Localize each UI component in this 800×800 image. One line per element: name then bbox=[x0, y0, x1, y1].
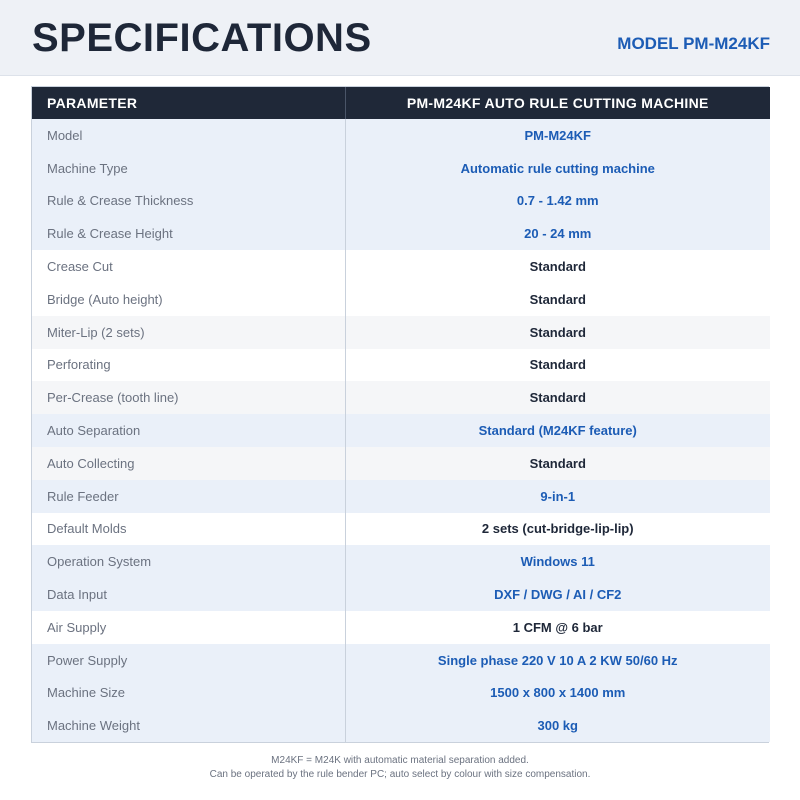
parameter-cell: Per-Crease (tooth line) bbox=[32, 381, 345, 414]
table-row bbox=[32, 709, 770, 742]
value-cell: Standard (M24KF feature) bbox=[345, 414, 770, 447]
table-row bbox=[32, 119, 770, 152]
spec-table bbox=[32, 87, 770, 742]
table-row bbox=[32, 349, 770, 382]
table-row bbox=[32, 316, 770, 349]
value-cell: 1500 x 800 x 1400 mm bbox=[345, 677, 770, 710]
footnotes bbox=[0, 754, 800, 782]
parameter-cell: Bridge (Auto height) bbox=[32, 283, 345, 316]
value-cell: Standard bbox=[345, 349, 770, 382]
table-row bbox=[32, 611, 770, 644]
value-cell: Windows 11 bbox=[345, 545, 770, 578]
page-title: SPECIFICATIONS bbox=[32, 16, 372, 60]
value-cell: 1 CFM @ 6 bar bbox=[345, 611, 770, 644]
parameter-cell: Machine Type bbox=[32, 152, 345, 185]
parameter-cell: Air Supply bbox=[32, 611, 345, 644]
value-cell: Single phase 220 V 10 A 2 KW 50/60 Hz bbox=[345, 644, 770, 677]
table-body bbox=[32, 119, 770, 742]
parameter-cell: Machine Size bbox=[32, 677, 345, 710]
parameter-cell: Default Molds bbox=[32, 513, 345, 546]
table-row bbox=[32, 283, 770, 316]
value-cell: 9-in-1 bbox=[345, 480, 770, 513]
parameter-cell: Rule & Crease Thickness bbox=[32, 185, 345, 218]
footnote-2: Can be operated by the rule bender PC; auto select by colour with size compensation. bbox=[209, 769, 591, 780]
parameter-cell: Crease Cut bbox=[32, 250, 345, 283]
table-row bbox=[32, 644, 770, 677]
footnote-1: M24KF = M24K with automatic material separation added. bbox=[271, 755, 529, 766]
table-row bbox=[32, 152, 770, 185]
parameter-cell: Miter-Lip (2 sets) bbox=[32, 316, 345, 349]
spec-table-container bbox=[31, 86, 769, 743]
table-row bbox=[32, 381, 770, 414]
parameter-cell: Perforating bbox=[32, 349, 345, 382]
value-cell: Standard bbox=[345, 316, 770, 349]
value-cell: Standard bbox=[345, 447, 770, 480]
table-row bbox=[32, 447, 770, 480]
model-tag: MODEL PM-M24KF bbox=[617, 34, 770, 53]
page-header bbox=[0, 0, 800, 76]
parameter-cell: Model bbox=[32, 119, 345, 152]
value-cell: Standard bbox=[345, 381, 770, 414]
parameter-cell: Data Input bbox=[32, 578, 345, 611]
value-cell: 0.7 - 1.42 mm bbox=[345, 185, 770, 218]
value-cell: Standard bbox=[345, 283, 770, 316]
parameter-cell: Rule & Crease Height bbox=[32, 217, 345, 250]
value-cell: DXF / DWG / AI / CF2 bbox=[345, 578, 770, 611]
table-row bbox=[32, 414, 770, 447]
table-row bbox=[32, 513, 770, 546]
table-row bbox=[32, 185, 770, 218]
table-row bbox=[32, 578, 770, 611]
table-row bbox=[32, 677, 770, 710]
table-row bbox=[32, 480, 770, 513]
value-cell: 300 kg bbox=[345, 709, 770, 742]
value-cell: PM-M24KF bbox=[345, 119, 770, 152]
table-header-row bbox=[32, 87, 770, 119]
value-cell: 2 sets (cut-bridge-lip-lip) bbox=[345, 513, 770, 546]
column-header-parameter: PARAMETER bbox=[32, 87, 345, 119]
parameter-cell: Auto Collecting bbox=[32, 447, 345, 480]
parameter-cell: Power Supply bbox=[32, 644, 345, 677]
value-cell: Standard bbox=[345, 250, 770, 283]
parameter-cell: Operation System bbox=[32, 545, 345, 578]
value-cell: 20 - 24 mm bbox=[345, 217, 770, 250]
parameter-cell: Rule Feeder bbox=[32, 480, 345, 513]
value-cell: Automatic rule cutting machine bbox=[345, 152, 770, 185]
column-header-machine: PM-M24KF AUTO RULE CUTTING MACHINE bbox=[345, 87, 770, 119]
parameter-cell: Machine Weight bbox=[32, 709, 345, 742]
table-row bbox=[32, 250, 770, 283]
parameter-cell: Auto Separation bbox=[32, 414, 345, 447]
table-row bbox=[32, 545, 770, 578]
table-row bbox=[32, 217, 770, 250]
